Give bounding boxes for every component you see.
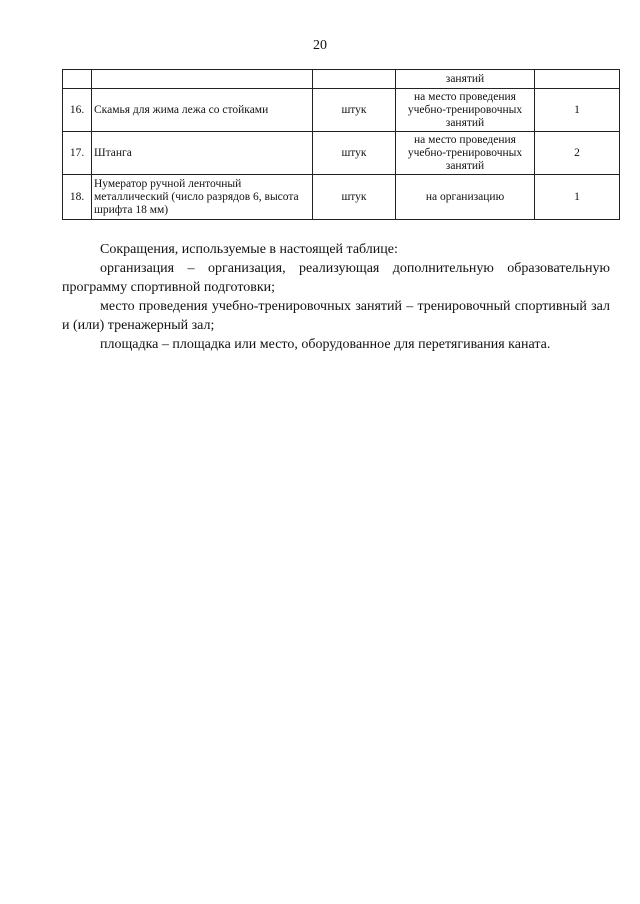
cell-qty: 1 <box>535 175 620 220</box>
cell-place: на место проведения учебно-тренировочных занятий <box>396 89 535 132</box>
note-item: место проведения учебно-тренировочных занятий – тренировочный спортивный зал и (или) тренажерный зал; <box>62 299 610 333</box>
cell-name: Скамья для жима лежа со стойками <box>92 89 313 132</box>
cell-qty <box>535 70 620 89</box>
table-row <box>63 89 620 132</box>
cell-name: Нумератор ручной ленточный металлический (число разрядов 6, высота шрифта 18 мм) <box>92 175 313 220</box>
table-row <box>63 175 620 220</box>
note-item: площадка – площадка или место, оборудованное для перетягивания каната. <box>100 337 551 352</box>
note-item: организация – организация, реализующая дополнительную образовательную программу спортивной подготовки; <box>62 261 610 295</box>
cell-unit: штук <box>313 132 396 175</box>
cell-num: 18. <box>63 175 92 220</box>
cell-name: Штанга <box>92 132 313 175</box>
abbreviations-notes <box>62 240 610 354</box>
cell-num: 16. <box>63 89 92 132</box>
notes-heading: Сокращения, используемые в настоящей таблице: <box>100 242 398 257</box>
cell-num <box>63 70 92 89</box>
cell-place: на место проведения учебно-тренировочных занятий <box>396 132 535 175</box>
cell-unit <box>313 70 396 89</box>
cell-qty: 2 <box>535 132 620 175</box>
cell-place: на организацию <box>396 175 535 220</box>
cell-unit: штук <box>313 175 396 220</box>
cell-unit: штук <box>313 89 396 132</box>
equipment-table <box>62 69 620 220</box>
table-row <box>63 132 620 175</box>
cell-place: занятий <box>396 70 535 89</box>
page-number: 20 <box>313 38 327 53</box>
cell-name <box>92 70 313 89</box>
cell-qty: 1 <box>535 89 620 132</box>
cell-num: 17. <box>63 132 92 175</box>
table-row-continuation <box>63 70 620 89</box>
